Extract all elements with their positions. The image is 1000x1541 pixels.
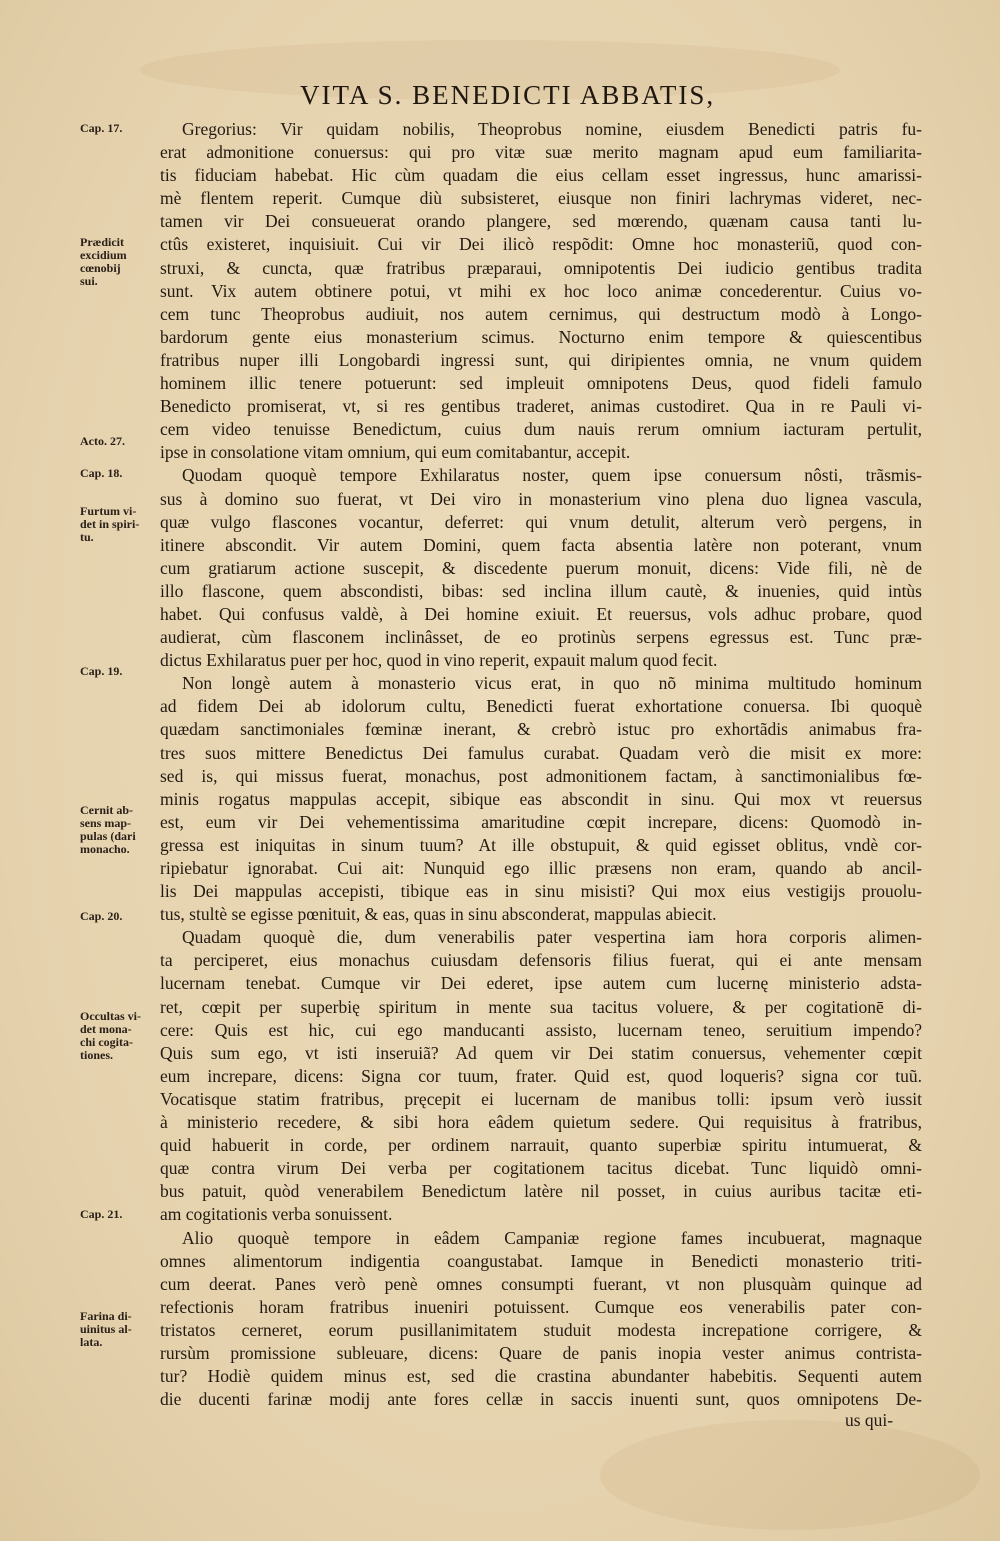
- text-line: cere: Quis est hic, cui ego manducanti assisto, lucernam teneo, seruitium impendo?: [160, 1019, 922, 1040]
- catchword: us qui-: [845, 1410, 894, 1430]
- margin-note-line: Prædicit: [80, 235, 124, 249]
- margin-note-line: cœnobij: [80, 261, 121, 275]
- margin-note-line: Furtum vi-: [80, 504, 137, 518]
- text-line: audierat, cùm flasconem inclinâsset, de eo protinùs serpens egressus est. Tunc præ-: [160, 627, 922, 648]
- text-line: Quadam quoquè die, dum venerabilis pater vespertina iam hora corporis alimen-: [182, 927, 922, 948]
- margin-note-line: Cap. 20.: [80, 909, 123, 923]
- text-line: quædam sanctimoniales fœminæ inerant, & crebrò istuc pro exhortãdis animabus fra-: [160, 719, 922, 740]
- text-line: omnes alimentorum indigentia coangustabat. Iamque in Benedicti monasterio triti-: [160, 1250, 922, 1271]
- text-line: sunt. Vix autem obtinere potui, vt mihi ex hoc loco animæ concederentur. Cuius vo-: [160, 280, 922, 301]
- text-line: Quis sum ego, vt isti inseruiã? Ad quem vir Dei statim conuersus, vehementer cœpit: [160, 1042, 922, 1063]
- text-line: tus, stultè se egisse pœnituit, & eas, quas in sinu absconderat, mappulas abiecit.: [160, 904, 717, 925]
- margin-note-line: sens map-: [80, 816, 132, 830]
- text-line: itinere abscondit. Vir autem Domini, quem facta absentia latère non poterant, vnum: [160, 534, 922, 555]
- text-line: cum deerat. Panes verò penè omnes consumpti fuerant, vt non plusquàm quinque ad: [160, 1273, 922, 1294]
- margin-note: [80, 665, 160, 678]
- text-line: struxi, & cuncta, quæ fratribus præparaui, omnipotentis Dei iudicio gentibus tradita: [160, 257, 922, 278]
- text-line: quæ contra virum Dei verba per cogitationem tacitus dicebat. Tunc liquidò omni-: [160, 1158, 922, 1179]
- text-line: Gregorius: Vir quidam nobilis, Theoprobus nomine, eiusdem Benedicti patris fu-: [182, 119, 922, 139]
- text-line: Benedicto promiserat, vt, si res gentibus traderet, animas custodiret. Qua in re Pauli vi-: [160, 396, 922, 417]
- text-line: am cogitationis verba sonuissent.: [160, 1204, 393, 1225]
- margin-note-line: tiones.: [80, 1048, 113, 1062]
- text-line: bus patuit, quòd venerabilem Benedictum latère nil posset, in cuius auribus tacitæ eti-: [160, 1181, 922, 1202]
- margin-note: [80, 236, 160, 288]
- margin-note-line: excidium: [80, 248, 127, 262]
- text-line: ipse in consolatione vitam omnium, qui eum comitabantur, accepit.: [160, 442, 631, 463]
- margin-note-line: Cap. 17.: [80, 121, 123, 135]
- text-line: eum increpare, dicens: Signa cor tuum, frater. Quid est, quod loqueris? signa cor tuũ.: [160, 1065, 922, 1086]
- margin-note: [80, 1310, 160, 1349]
- margin-note-line: Cap. 18.: [80, 466, 123, 480]
- margin-note-line: Occultas vi-: [80, 1009, 141, 1023]
- text-line: sus à domino suo fuerat, vt Dei viro in monasterium vino plena duo lignea vascula,: [160, 488, 922, 509]
- text-line: Vocatisque statim fratribus, pręcepit ei lucernam de manibus tolli: ipsum verò iussit: [160, 1088, 922, 1109]
- margin-note-line: Farina di-: [80, 1309, 132, 1323]
- text-line: ad fidem Dei ab idolorum cultu, Benedicti fuerat exhortatione conuersa. Ibi quoquè: [160, 696, 922, 717]
- text-line: minis rogatus mappulas accepit, sibique eas abscondit in sinu. Qui mox vt reuersus: [160, 788, 922, 809]
- margin-note: [80, 804, 160, 856]
- text-line: tres suos mittere Benedictus Dei famulus curabat. Quadam verò die misit ex more:: [160, 742, 922, 763]
- text-line: Non longè autem à monasterio vicus erat, in quo nõ minima multitudo hominum: [182, 673, 922, 694]
- text-line: tur? Hodiè quidem minus est, sed die crastina abundanter habebitis. Sequenti autem: [160, 1366, 922, 1387]
- text-line: ctûs existeret, inquisiuit. Cui vir Dei ilicò respõdit: Omne hoc monasteriũ, quod con-: [160, 234, 922, 255]
- margin-note: [80, 910, 160, 923]
- body-text: [160, 118, 922, 1411]
- margin-note-line: pulas (dari: [80, 829, 136, 843]
- text-line: gressa est iniquitas in sinum tuum? At ille obstupuit, & quid egisset oblitus, vndè cor-: [160, 834, 922, 855]
- text-line: illo flascone, quem abscondisti, bibas: sed inclina illum cautè, & inuenies, quid intùs: [160, 580, 922, 601]
- text-line: hominem illic tenere potuerunt: sed impleuit omnipotens Deus, quod fideli famulo: [160, 373, 922, 394]
- text-line: quid habuerit in corde, per ordinem narrauit, quanto superbiæ spiritu intumuerat, &: [160, 1135, 922, 1156]
- text-line: cem tunc Theoprobus audiuit, nos autem cernimus, qui destructum modò à Longo-: [160, 303, 922, 324]
- text-line: mè flentem reperit. Cumque diù subsisteret, eiusque non finiri lachrymas videret, nec-: [160, 188, 922, 209]
- text-line: Quodam quoquè tempore Exhilaratus noster, quem ipse conuersum nôsti, trãsmis-: [182, 465, 922, 486]
- text-line: die ducenti farinæ modij ante fores cellæ in saccis inuenti sunt, quos omnipotens De-: [160, 1389, 922, 1410]
- margin-note-line: monacho.: [80, 842, 130, 856]
- margin-note: [80, 505, 160, 544]
- text-line: ta perciperet, eius monachus cuiusdam defensoris filius fuerat, qui ei ante mensam: [160, 950, 922, 971]
- text-line: lucernam tenebat. Cumque vir Dei ederet, ipse autem cum lucernę ministerio adsta-: [160, 973, 922, 994]
- text-line: à ministerio recedere, & sibi hora eâdem quietum sedere. Qui requisitus à fratribus,: [160, 1112, 922, 1133]
- text-line: bardorum gente eius monasterium scimus. Nocturno enim tempore & quiescentibus: [160, 326, 922, 347]
- text-line: est, eum vir Dei vehementissima amaritudine cœpit increpare, dicens: Quomodò in-: [160, 811, 922, 832]
- text-line: ret, cœpit per superbię spiritum in mente sua tacitus voluere, & per cogitationē di-: [160, 996, 922, 1017]
- margin-note-line: det in spiri-: [80, 517, 140, 531]
- text-line: sed is, qui missus fuerat, monachus, post admonitionem factam, à sanctimonialibus fœ-: [160, 765, 922, 786]
- text-line: rursùm promissione subleuare, dicens: Quare de panis inopia vester animus contrista-: [160, 1342, 922, 1363]
- text-line: ripiebatur ignorabat. Cui ait: Nunquid ego illic præsens non eram, quando ab ancil-: [160, 858, 922, 878]
- margin-note-line: Acto. 27.: [80, 434, 125, 448]
- margin-note-line: det mona-: [80, 1022, 132, 1036]
- margin-note-line: chi cogita-: [80, 1035, 133, 1049]
- text-line: fratribus nuper illi Longobardi ingressi sunt, qui diripientes omnia, ne vnum quidem: [160, 349, 922, 370]
- margin-note-line: tu.: [80, 530, 94, 544]
- margin-note-line: uinitus al-: [80, 1322, 132, 1336]
- margin-note-line: lata.: [80, 1335, 103, 1349]
- text-line: cum gratiarum actione suscepit, & discedente puerum monuit, dicens: Vide fili, nè de: [160, 557, 922, 578]
- text-line: habet. Qui confusus valdè, à Dei homine exiuit. Et reuersus, vols adhuc probare, quod: [160, 603, 922, 624]
- margin-note-line: sui.: [80, 274, 98, 288]
- text-line: tis fiduciam habebat. Hic cùm quadam die eius cellam esset ingressus, hunc amarissi-: [160, 165, 922, 186]
- text-line: Alio quoquè tempore in eâdem Campaniæ regione fames incubuerat, magnaque: [182, 1227, 922, 1248]
- text-line: tristatos cerneret, eorum pusillanimitatem studuit modesta increpatione corrigere, &: [160, 1319, 922, 1340]
- margin-note-line: Cap. 21.: [80, 1207, 123, 1221]
- text-line: erat admonitione conuersus: qui pro vitæ suæ merito magnam apud eum familiarita-: [160, 142, 922, 163]
- margin-note: [80, 1208, 160, 1221]
- margin-note-line: Cernit ab-: [80, 803, 133, 817]
- text-line: dictus Exhilaratus puer per hoc, quod in vino reperit, expauit malum quod fecit.: [160, 650, 718, 671]
- text-line: quæ vulgo flascones vocantur, deferret: qui vnum detulit, alterum verò pergens, in: [160, 511, 922, 532]
- margin-note: [80, 1010, 160, 1062]
- margin-note-line: Cap. 19.: [80, 664, 123, 678]
- running-header: VITA S. BENEDICTI ABBATIS,: [300, 80, 716, 110]
- margin-note: [80, 435, 160, 448]
- margin-note: [80, 467, 160, 480]
- text-line: tamen vir Dei consueuerat orando plangere, sed mœrendo, quænam causa tanti lu-: [160, 211, 922, 232]
- margin-note: [80, 122, 160, 135]
- text-line: cem video tenuisse Benedictum, cuius dum nauis rerum omnium iacturam pertulit,: [160, 419, 922, 440]
- text-line: refectionis horam fratribus inueniri potuissent. Cumque eos venerabilis pater con-: [160, 1296, 922, 1317]
- text-line: lis Dei mappulas accepisti, tibique eas in sinu misisti? Qui mox eius vestigijs prouolu-: [160, 881, 922, 902]
- paper-stain: [600, 1420, 980, 1530]
